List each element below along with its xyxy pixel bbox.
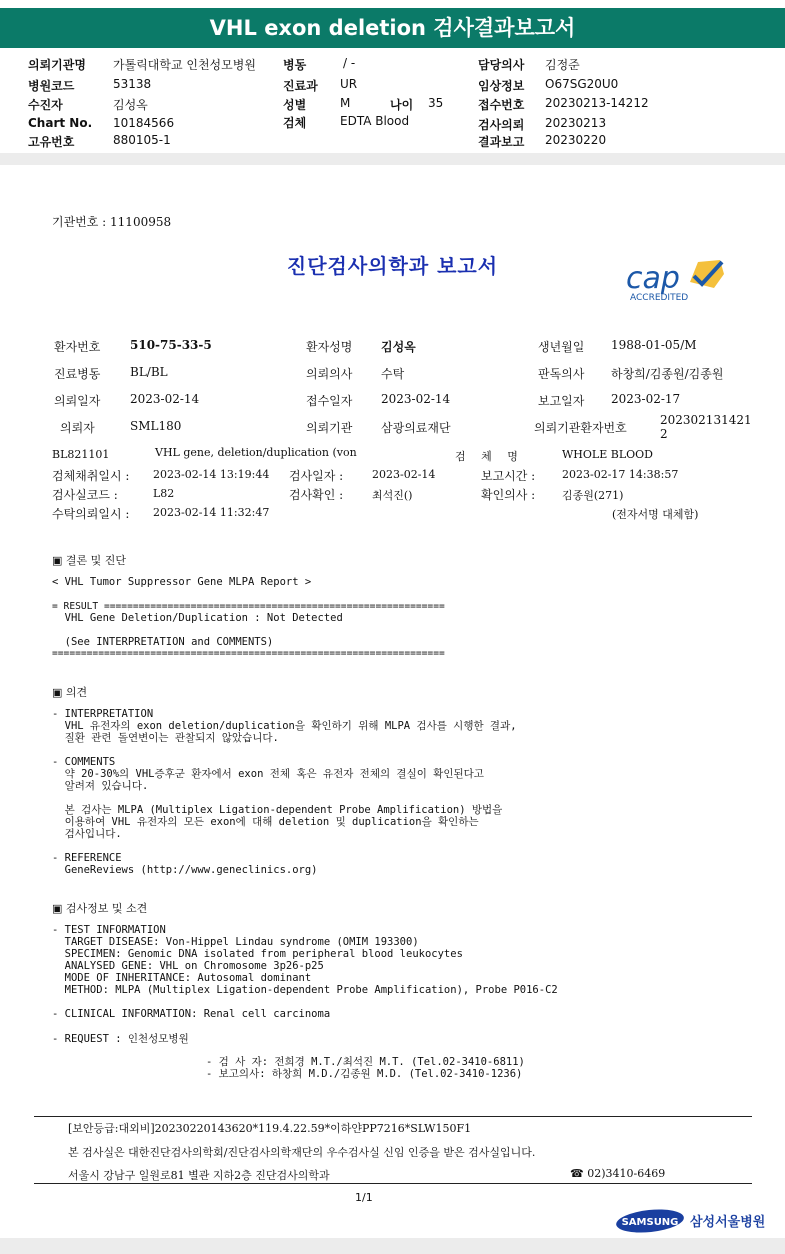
collect-value: 2023-02-14 13:19:44 (153, 468, 270, 481)
page-number: 1/1 (355, 1191, 373, 1204)
patient-value: 김성옥 (113, 98, 148, 112)
page-bottom-band (0, 1238, 785, 1254)
confirm-doctor-label: 확인의사 : (481, 488, 536, 502)
recv-date-value: 2023-02-14 (381, 392, 451, 406)
org-value: 가톨릭대학교 인천성모병원 (113, 58, 256, 72)
dept-label: 진료과 (283, 79, 318, 93)
dept-value: UR (340, 77, 358, 91)
test-info-line-2: SPECIMEN: Genomic DNA isolated from peripheral blood leukocytes (52, 948, 463, 960)
test-date-label: 검사일자 : (289, 469, 344, 483)
comments-line-3: 본 검사는 MLPA (Multiplex Ligation-dependent Probe Amplification) 방법을 (52, 804, 503, 816)
clinical-label: 임상정보 (478, 79, 525, 93)
result-line: = RESULT =========================================================== (52, 601, 445, 612)
test-name: VHL gene, deletion/duplication (von (155, 446, 357, 459)
phone-line: ☎ 02)3410-6469 (570, 1167, 666, 1180)
patient-no-label: 환자번호 (54, 340, 101, 354)
reporter-line: - 보고의사: 하창희 M.D./김종원 M.D. (Tel.02-3410-1236) (206, 1068, 523, 1080)
birth-label: 생년월일 (538, 340, 585, 354)
test-code: BL821101 (52, 448, 110, 461)
test-info-line-4: MODE OF INHERITANCE: Autosomal dominant (52, 972, 312, 984)
name-value: 김성옥 (381, 340, 416, 354)
certification-line: 본 검사실은 대한진단검사의학회/진단검사의학재단의 우수검사실 신임 인증을 받은 검사실입니다. (68, 1146, 536, 1159)
esign-note: (전자서명 대체함) (612, 508, 699, 521)
unique-label: 고유번호 (28, 135, 75, 149)
hospital-code-value: 53138 (113, 77, 152, 91)
req-date-label: 의뢰일자 (54, 394, 101, 408)
org-label: 의뢰기관명 (28, 58, 86, 72)
collect-label: 검체채취일시 : (52, 469, 130, 483)
req-doctor-label: 의뢰의사 (306, 367, 353, 381)
report-date-label: 보고일자 (538, 394, 585, 408)
report-time-label: 보고시간 : (481, 469, 536, 483)
age-label: 나이 (390, 98, 414, 112)
req-org-label: 의뢰기관 (306, 421, 353, 435)
result-end: ==================================================================== (52, 648, 445, 659)
test-information-heading: - TEST INFORMATION (52, 924, 166, 936)
ward-label: 병동 (283, 58, 307, 72)
report-title-bar (0, 8, 785, 48)
result-text: VHL Gene Deletion/Duplication : Not Detected (52, 612, 343, 624)
comments-line-1: 약 20-30%의 VHL증후군 환자에서 exon 전체 혹은 유전자 전체의 결실이 확인된다고 (52, 768, 484, 780)
requester-label: 의뢰자 (60, 421, 95, 435)
receipt-value: 20230213-14212 (545, 96, 649, 110)
hospital-code-label: 병원코드 (28, 79, 75, 93)
report-name: < VHL Tumor Suppressor Gene MLPA Report > (52, 576, 312, 588)
confirm-doctor-value: 김종원(271) (562, 489, 624, 502)
age-value: 35 (428, 96, 444, 110)
agency-number: 기관번호 : 11100958 (52, 215, 172, 229)
comments-line-2: 알려져 있습니다. (52, 780, 149, 792)
interp-line-1: VHL 유전자의 exon deletion/duplication을 확인하기 위해 MLPA 검사를 시행한 결과, (52, 720, 517, 732)
report-date-value: 2023-02-17 (611, 392, 681, 406)
footer-divider-top (34, 1116, 752, 1117)
test-info-line-1: TARGET DISEASE: Von-Hippel Lindau syndrome (OMIM 193300) (52, 936, 419, 948)
header-divider (0, 153, 785, 165)
cap-logo-sub: ACCREDITED (630, 293, 689, 303)
result-see: (See INTERPRETATION and COMMENTS) (52, 636, 274, 648)
reader-label: 판독의사 (538, 367, 585, 381)
reference-heading: - REFERENCE (52, 852, 122, 864)
recv-date-label: 접수일자 (306, 394, 353, 408)
clinical-value: O67SG20U0 (545, 77, 619, 91)
comments-line-4: 이용하여 VHL 유전자의 모든 exon에 대해 deletion 및 duplication을 확인하는 (52, 816, 479, 828)
req-date-value: 2023-02-14 (130, 392, 200, 406)
specimen-name-value: WHOLE BLOOD (562, 448, 653, 461)
test-info-heading: ▣ 검사정보 및 소견 (52, 902, 148, 915)
org-patient-no-value-1: 202302131421 (660, 413, 752, 427)
report-heading: 진단검사의학과 보고서 (286, 254, 499, 278)
opinion-heading: ▣ 의견 (52, 686, 88, 699)
chart-value: 10184566 (113, 116, 175, 130)
comments-heading: - COMMENTS (52, 756, 116, 768)
footer-divider-bottom (34, 1183, 752, 1184)
unique-value: 880105-1 (113, 133, 171, 147)
conclusion-heading: ▣ 결론 및 진단 (52, 554, 127, 567)
receipt-label: 접수번호 (478, 98, 525, 112)
report-title: VHL exon deletion 검사결과보고서 (209, 16, 576, 40)
report-time-value: 2023-02-17 14:38:57 (562, 468, 679, 481)
request-line: - REQUEST : 인천성모병원 (52, 1033, 189, 1045)
ward-row-value: BL/BL (130, 365, 168, 379)
reader-value: 하창희/김종원/김종원 (611, 367, 724, 381)
cap-logo-text: cap (626, 261, 680, 296)
patient-no-value: 510-75-33-5 (130, 338, 212, 352)
name-label: 환자성명 (306, 340, 353, 354)
examiner-line: - 검 사 자: 전희경 M.T./최석진 M.T. (Tel.02-3410-6811) (206, 1056, 525, 1068)
requester-value: SML180 (130, 419, 182, 433)
org-patient-no-label: 의뢰기관환자번호 (534, 421, 627, 435)
address-line: 서울시 강남구 일원로81 별관 지하2층 진단검사의학과 (68, 1169, 330, 1182)
sex-label: 성별 (283, 98, 307, 112)
request-label: 검사의뢰 (478, 118, 525, 132)
test-date-value: 2023-02-14 (372, 468, 436, 481)
reference-line: GeneReviews (http://www.geneclinics.org) (52, 864, 318, 876)
samsung-logo-icon (616, 1208, 766, 1234)
specimen-name-label: 검 체 명 (455, 450, 524, 463)
specimen-value: EDTA Blood (340, 114, 410, 128)
cap-accredited-logo (624, 258, 732, 304)
samsung-logo-text: SAMSUNG (621, 1217, 679, 1228)
doctor-value: 김정준 (545, 58, 580, 72)
patient-label: 수진자 (28, 98, 63, 112)
confirm-value: 최석진() (372, 489, 413, 502)
org-patient-no-value-2: 2 (660, 427, 668, 441)
chart-label: Chart No. (28, 116, 93, 130)
consign-value: 2023-02-14 11:32:47 (153, 506, 270, 519)
ward-row-label: 진료병동 (54, 367, 101, 381)
interp-heading: - INTERPRETATION (52, 708, 154, 720)
report-value: 20230220 (545, 133, 607, 147)
samsung-hospital-logo (616, 1208, 766, 1238)
sex-value: M (340, 96, 351, 110)
room-label: 검사실코드 : (52, 488, 118, 502)
specimen-label: 검체 (283, 116, 307, 130)
consign-label: 수탁의뢰일시 : (52, 507, 130, 521)
clinical-information: - CLINICAL INFORMATION: Renal cell carcinoma (52, 1008, 331, 1020)
ward-value: / - (343, 56, 356, 70)
req-org-value: 삼광의료재단 (381, 421, 451, 435)
req-doctor-value: 수탁 (381, 367, 405, 381)
security-line: [보안등급:대외비]20230220143620*119.4.22.59*이하얀PP7216*SLW150F1 (68, 1122, 472, 1135)
doctor-label: 담당의사 (478, 58, 525, 72)
interp-line-2: 질환 관련 돌연변이는 관찰되지 않았습니다. (52, 732, 279, 744)
test-info-line-3: ANALYSED GENE: VHL on Chromosome 3p26-p25 (52, 960, 324, 972)
hospital-logo-text: 삼성서울병원 (690, 1215, 766, 1230)
comments-line-5: 검사입니다. (52, 828, 122, 840)
report-label: 결과보고 (478, 135, 525, 149)
confirm-label: 검사확인 : (289, 488, 344, 502)
request-value: 20230213 (545, 116, 607, 130)
room-value: L82 (153, 487, 175, 500)
birth-value: 1988-01-05/M (611, 338, 697, 352)
test-info-line-5: METHOD: MLPA (Multiplex Ligation-dependent Probe Amplification), Probe P016-C2 (52, 984, 558, 996)
